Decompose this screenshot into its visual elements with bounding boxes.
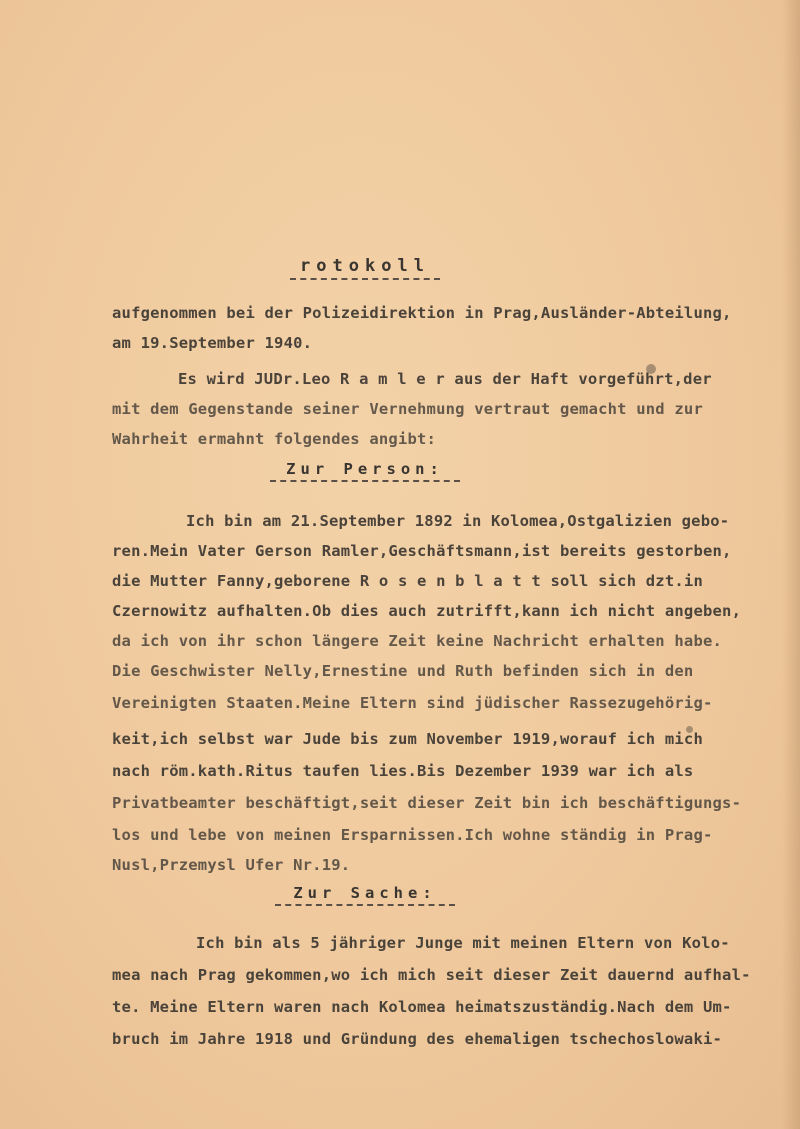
person-line: Czernowitz aufhalten.Ob dies auch zutrifft,kann ich nicht angeben, [112, 602, 742, 620]
heading-person-underline [270, 480, 460, 482]
intro-line: am 19.September 1940. [112, 334, 313, 352]
title-underline [290, 278, 440, 280]
person-line: Die Geschwister Nelly,Ernestine und Ruth befinden sich in den [112, 662, 694, 680]
sache-line: Ich bin als 5 jähriger Junge mit meinen Eltern von Kolo- [196, 934, 730, 952]
document-title [0, 256, 730, 280]
para-line: Es wird JUDr.Leo R a m l e r aus der Haft vorgeführt,der [178, 370, 712, 388]
person-line: Ich bin am 21.September 1892 in Kolomea,Ostgalizien gebo- [186, 512, 730, 530]
para-line: Wahrheit ermahnt folgendes angibt: [112, 430, 437, 448]
sache-line: mea nach Prag gekommen,wo ich mich seit dieser Zeit dauernd aufhal- [112, 966, 751, 984]
person-line: Nusl,Przemysl Ufer Nr.19. [112, 856, 351, 874]
intro-line: aufgenommen bei der Polizeidirektion in Prag,Ausländer-Abteilung, [112, 304, 732, 322]
page-edge-shadow [782, 0, 800, 1129]
person-line: nach röm.kath.Ritus taufen lies.Bis Dezember 1939 war ich als [112, 762, 694, 780]
person-line: Privatbeamter beschäftigt,seit dieser Zeit bin ich beschäftigungs- [112, 794, 742, 812]
person-line: keit,ich selbst war Jude bis zum November 1919,worauf ich mich [112, 730, 703, 748]
person-line: Vereinigten Staaten.Meine Eltern sind jüdischer Rassezugehörig- [112, 694, 713, 712]
sache-line: bruch im Jahre 1918 und Gründung des ehemaligen tschechoslowaki- [112, 1030, 723, 1048]
person-line: los und lebe von meinen Ersparnissen.Ich wohne ständig in Prag- [112, 826, 713, 844]
title-text: rotokoll [300, 256, 430, 276]
heading-person-text: Zur Person: [286, 460, 444, 478]
heading-sache-text: Zur Sache: [293, 884, 437, 902]
sache-line: te. Meine Eltern waren nach Kolomea heimatszuständig.Nach dem Um- [112, 998, 732, 1016]
person-line: die Mutter Fanny,geborene R o s e n b l a t t soll sich dzt.in [112, 572, 703, 590]
heading-sache [0, 884, 730, 906]
heading-sache-underline [275, 904, 455, 906]
heading-person [0, 460, 730, 482]
person-line: ren.Mein Vater Gerson Ramler,Geschäftsmann,ist bereits gestorben, [112, 542, 732, 560]
person-line: da ich von ihr schon längere Zeit keine Nachricht erhalten habe. [112, 632, 723, 650]
para-line: mit dem Gegenstande seiner Vernehmung vertraut gemacht und zur [112, 400, 703, 418]
